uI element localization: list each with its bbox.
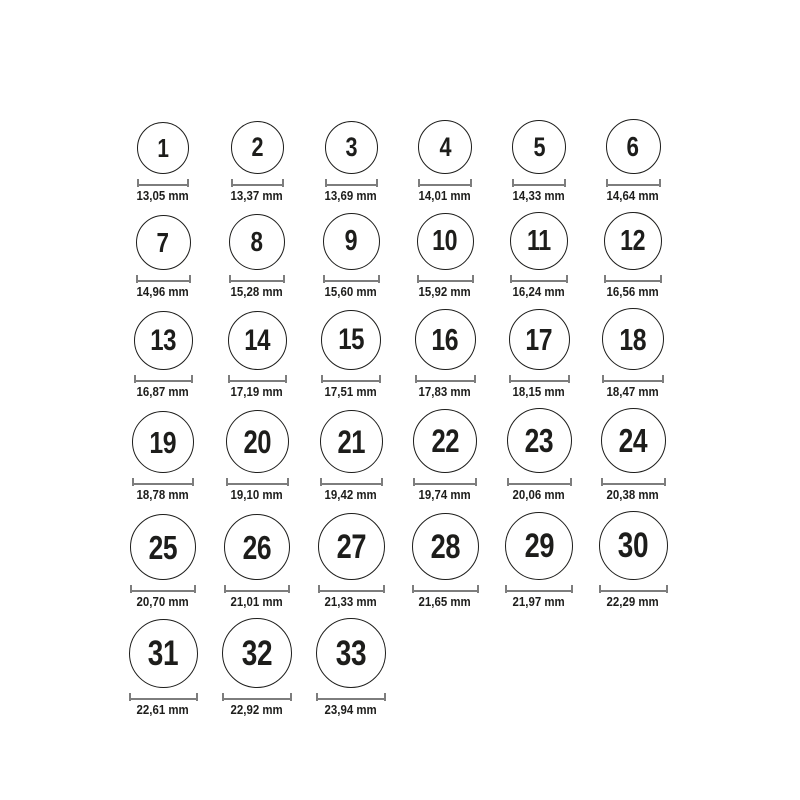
diameter-measure-line — [137, 179, 189, 187]
ring-circle — [136, 215, 191, 270]
ring-size-number: 27 — [336, 527, 366, 566]
ring-circle — [231, 121, 284, 174]
ring-size-number: 28 — [430, 527, 460, 566]
ring-circle — [606, 119, 661, 174]
ring-size-number: 13 — [150, 323, 176, 357]
diameter-measure-line — [136, 275, 191, 283]
ring-circle — [507, 408, 572, 473]
ring-size-number: 11 — [527, 224, 551, 257]
ring-size-item — [492, 212, 586, 299]
diameter-label: 20,70 mm — [136, 594, 190, 609]
diameter-label: 23,94 mm — [324, 702, 378, 717]
diameter-measure-line — [228, 375, 287, 383]
ring-size-item — [116, 122, 210, 203]
diameter-measure-line — [606, 179, 661, 187]
ring-circle — [318, 513, 385, 580]
diameter-measure-line — [510, 275, 568, 283]
ring-size-item — [586, 212, 680, 299]
ring-size-item — [210, 214, 304, 299]
ring-size-item — [586, 119, 680, 203]
ring-size-item — [304, 618, 398, 717]
diameter-label: 18,78 mm — [136, 487, 190, 502]
ring-size-item — [398, 120, 492, 203]
ring-size-number: 2 — [251, 132, 263, 162]
diameter-measure-line — [417, 275, 474, 283]
ring-size-number: 10 — [432, 225, 458, 257]
diameter-measure-line — [320, 478, 383, 486]
ring-size-item — [116, 619, 210, 717]
diameter-measure-line — [226, 478, 289, 486]
diameter-label: 22,29 mm — [606, 594, 660, 609]
diameter-label: 21,97 mm — [512, 594, 566, 609]
ring-size-item — [210, 514, 304, 609]
ring-size-number: 5 — [533, 131, 545, 162]
diameter-label: 13,05 mm — [136, 188, 190, 203]
ring-circle — [134, 311, 193, 370]
ring-size-number: 7 — [156, 226, 170, 258]
diameter-label: 16,56 mm — [606, 284, 660, 299]
diameter-measure-line — [132, 478, 194, 486]
ring-circle — [228, 311, 287, 370]
diameter-label: 16,24 mm — [512, 284, 566, 299]
ring-size-number: 3 — [345, 132, 357, 162]
diameter-measure-line — [412, 585, 479, 593]
ring-size-item — [210, 311, 304, 399]
ring-size-item — [492, 512, 586, 609]
ring-size-number: 20 — [243, 423, 271, 460]
diameter-label: 17,51 mm — [324, 384, 378, 399]
diameter-measure-line — [512, 179, 566, 187]
ring-size-item — [492, 408, 586, 502]
ring-size-item — [304, 310, 398, 399]
ring-size-number: 15 — [338, 323, 364, 356]
chart-row — [116, 308, 680, 399]
ring-size-number: 1 — [157, 133, 169, 163]
diameter-measure-line — [129, 693, 198, 701]
chart-row — [116, 511, 680, 609]
ring-size-number: 32 — [241, 633, 273, 673]
ring-circle — [132, 411, 194, 473]
diameter-measure-line — [224, 585, 290, 593]
ring-size-number: 8 — [250, 226, 264, 257]
diameter-label: 22,61 mm — [136, 702, 190, 717]
ring-circle — [226, 410, 289, 473]
ring-circle — [321, 310, 381, 370]
diameter-measure-line — [222, 693, 292, 701]
ring-circle — [602, 308, 664, 370]
ring-circle — [130, 514, 196, 580]
ring-size-item — [586, 408, 680, 502]
ring-size-item — [304, 410, 398, 502]
diameter-label: 13,37 mm — [230, 188, 284, 203]
diameter-measure-line — [325, 179, 378, 187]
diameter-measure-line — [134, 375, 193, 383]
ring-size-number: 14 — [244, 323, 270, 357]
ring-size-number: 18 — [619, 321, 647, 357]
diameter-label: 21,33 mm — [324, 594, 378, 609]
diameter-measure-line — [505, 585, 573, 593]
ring-circle — [224, 514, 290, 580]
ring-circle — [412, 513, 479, 580]
ring-circle — [137, 122, 189, 174]
ring-size-number: 22 — [431, 423, 459, 459]
chart-row — [116, 119, 680, 203]
diameter-label: 19,42 mm — [324, 487, 378, 502]
diameter-label: 17,19 mm — [230, 384, 284, 399]
ring-size-item — [116, 311, 210, 399]
ring-size-number: 6 — [626, 130, 640, 162]
diameter-measure-line — [318, 585, 385, 593]
ring-circle — [415, 309, 476, 370]
ring-size-number: 31 — [147, 634, 179, 673]
diameter-label: 15,92 mm — [418, 284, 472, 299]
ring-circle — [325, 121, 378, 174]
ring-size-item — [492, 309, 586, 399]
ring-size-number: 9 — [344, 225, 358, 257]
diameter-measure-line — [602, 375, 664, 383]
ring-circle — [505, 512, 573, 580]
ring-circle — [601, 408, 666, 473]
ring-circle — [229, 214, 285, 270]
ring-size-item — [586, 308, 680, 399]
diameter-label: 14,33 mm — [512, 188, 566, 203]
diameter-measure-line — [321, 375, 381, 383]
ring-size-item — [398, 513, 492, 609]
ring-size-number: 30 — [617, 526, 649, 565]
ring-size-item — [210, 410, 304, 502]
diameter-label: 14,96 mm — [136, 284, 190, 299]
diameter-label: 14,64 mm — [606, 188, 660, 203]
diameter-label: 15,28 mm — [230, 284, 284, 299]
diameter-measure-line — [599, 585, 668, 593]
ring-size-number: 17 — [525, 322, 553, 357]
ring-circle — [417, 213, 474, 270]
ring-circle — [316, 618, 386, 688]
ring-size-item — [398, 409, 492, 502]
ring-size-number: 4 — [439, 131, 451, 162]
diameter-label: 18,15 mm — [512, 384, 566, 399]
ring-size-chart — [116, 119, 680, 726]
ring-size-item — [398, 213, 492, 299]
diameter-label: 22,92 mm — [230, 702, 284, 717]
diameter-measure-line — [413, 478, 477, 486]
ring-size-item — [492, 120, 586, 203]
ring-circle — [604, 212, 662, 270]
diameter-measure-line — [231, 179, 284, 187]
diameter-label: 16,87 mm — [136, 384, 190, 399]
ring-size-number: 25 — [148, 528, 178, 566]
ring-size-number: 26 — [242, 528, 272, 566]
diameter-measure-line — [601, 478, 666, 486]
diameter-measure-line — [418, 179, 472, 187]
chart-row — [116, 618, 680, 717]
chart-row — [116, 408, 680, 502]
ring-size-item — [116, 411, 210, 502]
ring-size-item — [398, 309, 492, 399]
diameter-measure-line — [229, 275, 285, 283]
chart-row — [116, 212, 680, 299]
ring-size-number: 16 — [431, 322, 459, 357]
ring-size-number: 23 — [524, 422, 554, 459]
ring-size-number: 33 — [335, 633, 367, 673]
ring-size-item — [210, 121, 304, 203]
diameter-label: 21,01 mm — [230, 594, 284, 609]
diameter-measure-line — [415, 375, 476, 383]
diameter-measure-line — [316, 693, 386, 701]
ring-size-item — [304, 213, 398, 299]
ring-circle — [512, 120, 566, 174]
ring-circle — [323, 213, 380, 270]
ring-size-item — [586, 511, 680, 609]
ring-circle — [222, 618, 292, 688]
diameter-label: 18,47 mm — [606, 384, 660, 399]
ring-size-item — [210, 618, 304, 717]
diameter-label: 20,06 mm — [512, 487, 566, 502]
ring-size-number: 19 — [149, 424, 177, 460]
diameter-measure-line — [323, 275, 380, 283]
ring-size-item — [116, 514, 210, 609]
diameter-label: 13,69 mm — [324, 188, 378, 203]
ring-circle — [599, 511, 668, 580]
ring-circle — [418, 120, 472, 174]
ring-size-item — [304, 121, 398, 203]
ring-size-number: 12 — [620, 224, 646, 257]
diameter-label: 20,38 mm — [606, 487, 660, 502]
ring-circle — [509, 309, 570, 370]
ring-circle — [510, 212, 568, 270]
diameter-measure-line — [509, 375, 570, 383]
diameter-label: 15,60 mm — [324, 284, 378, 299]
ring-size-item — [304, 513, 398, 609]
diameter-measure-line — [507, 478, 572, 486]
ring-size-number: 24 — [618, 422, 648, 459]
diameter-label: 19,10 mm — [230, 487, 284, 502]
diameter-label: 19,74 mm — [418, 487, 472, 502]
diameter-measure-line — [130, 585, 196, 593]
ring-size-item — [116, 215, 210, 299]
ring-circle — [129, 619, 198, 688]
diameter-label: 17,83 mm — [418, 384, 472, 399]
diameter-label: 14,01 mm — [418, 188, 472, 203]
diameter-measure-line — [604, 275, 662, 283]
ring-size-number: 21 — [337, 423, 365, 460]
diameter-label: 21,65 mm — [418, 594, 472, 609]
ring-circle — [320, 410, 383, 473]
ring-size-number: 29 — [524, 527, 554, 565]
ring-circle — [413, 409, 477, 473]
